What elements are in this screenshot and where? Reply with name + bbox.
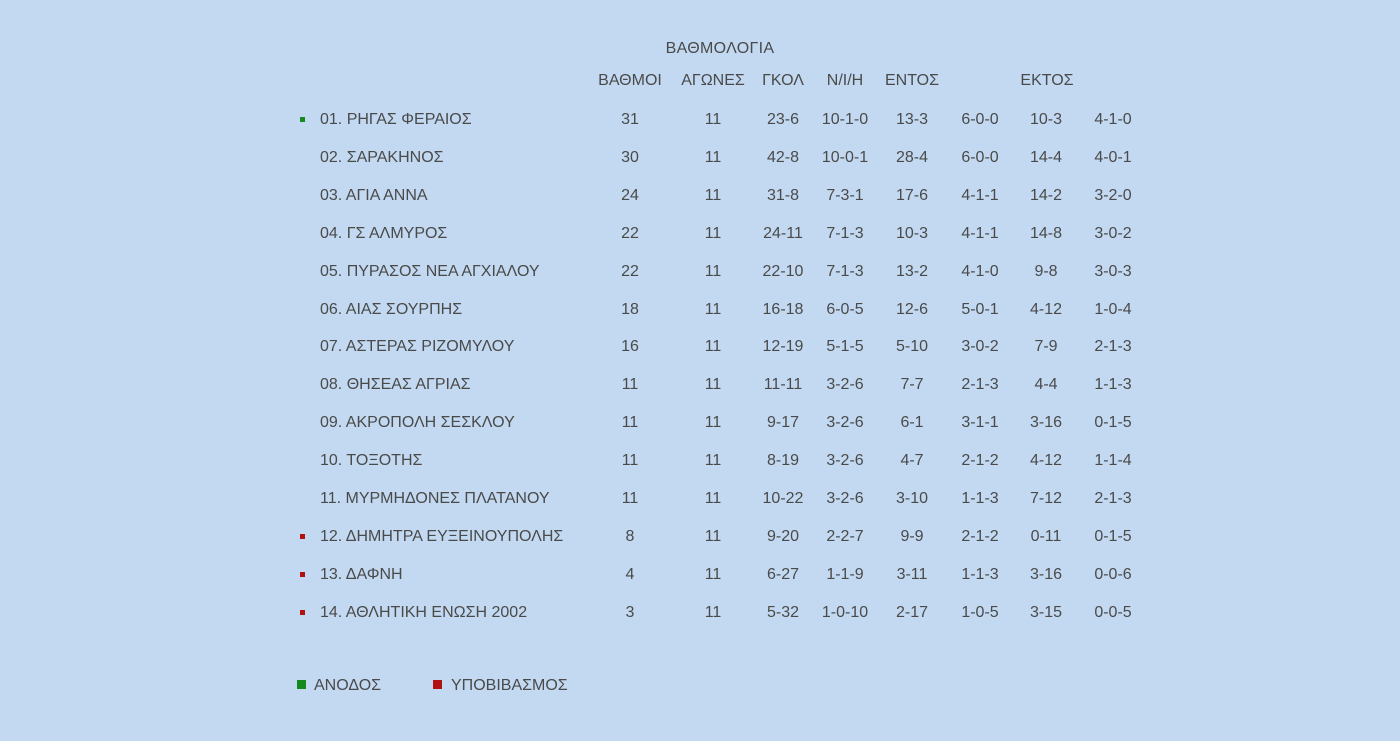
home-goals-cell: 3-10 [895, 490, 929, 507]
away-wdl-cell: 0-1-5 [1094, 414, 1132, 432]
table-row [0, 563, 1400, 587]
header-games: ΑΓΩΝΕΣ [681, 72, 745, 89]
away-goals-cell: 4-12 [1029, 300, 1063, 318]
goals-cell: 31-8 [766, 186, 800, 204]
games-cell: 11 [704, 490, 722, 507]
games-cell: 11 [704, 224, 722, 242]
away-wdl-cell: 2-1-3 [1094, 490, 1132, 507]
goals-cell: 9-17 [766, 414, 800, 432]
goals-cell: 22-10 [762, 262, 804, 280]
wdl-cell: 3-2-6 [826, 452, 864, 470]
goals-cell: 5-32 [766, 603, 800, 621]
team-name-cell: 04. ΓΣ ΑΛΜΥΡΟΣ [320, 224, 448, 242]
home-wdl-cell: 5-0-1 [961, 300, 999, 318]
away-goals-cell: 7-12 [1029, 490, 1063, 507]
away-wdl-cell: 1-1-4 [1094, 452, 1132, 470]
relegation-marker [300, 610, 305, 615]
wdl-cell: 10-1-0 [821, 111, 869, 128]
home-goals-cell: 7-7 [900, 376, 924, 394]
legend-relegation-marker [433, 680, 442, 689]
team-name-cell: 13. ΔΑΦΝΗ [320, 565, 403, 583]
promotion-marker [300, 117, 305, 122]
away-goals-cell: 0-11 [1030, 527, 1062, 545]
points-cell: 22 [621, 262, 639, 280]
away-goals-cell: 10-3 [1029, 111, 1063, 128]
team-name-cell: 08. ΘΗΣΕΑΣ ΑΓΡΙΑΣ [320, 376, 471, 394]
home-goals-cell: 13-2 [895, 262, 929, 280]
team-name-cell: 02. ΣΑΡΑΚΗΝΟΣ [320, 148, 444, 166]
points-cell: 4 [625, 565, 635, 583]
home-wdl-cell: 3-1-1 [961, 414, 999, 432]
points-cell: 11 [621, 452, 639, 470]
home-wdl-cell: 2-1-2 [961, 527, 999, 545]
table-row [0, 335, 1400, 359]
home-goals-cell: 2-17 [895, 603, 929, 621]
team-name-cell: 03. ΑΓΙΑ ΑΝΝΑ [320, 186, 428, 204]
wdl-cell: 3-2-6 [826, 414, 864, 432]
home-wdl-cell: 1-1-3 [961, 565, 999, 583]
points-cell: 22 [621, 224, 639, 242]
away-wdl-cell: 3-2-0 [1094, 186, 1132, 204]
games-cell: 11 [704, 111, 722, 128]
points-cell: 3 [625, 603, 635, 621]
away-goals-cell: 3-16 [1029, 565, 1063, 583]
goals-cell: 10-22 [762, 490, 804, 507]
away-wdl-cell: 3-0-2 [1094, 224, 1132, 242]
away-goals-cell: 4-12 [1029, 452, 1063, 470]
home-goals-cell: 17-6 [895, 186, 929, 204]
goals-cell: 42-8 [766, 148, 800, 166]
legend-promotion-label: ΑΝΟΔΟΣ [314, 677, 382, 694]
points-cell: 16 [621, 338, 639, 356]
games-cell: 11 [704, 565, 722, 583]
header-away: ΕΚΤΟΣ [1020, 72, 1074, 89]
wdl-cell: 1-1-9 [826, 565, 864, 583]
team-name-cell: 01. ΡΗΓΑΣ ΦΕΡΑΙΟΣ [320, 111, 472, 128]
points-cell: 8 [625, 527, 635, 545]
legend-relegation-label: ΥΠΟΒΙΒΑΣΜΟΣ [451, 677, 568, 694]
home-wdl-cell: 4-1-0 [961, 262, 999, 280]
team-name-cell: 11. ΜΥΡΜΗΔΟΝΕΣ ΠΛΑΤΑΝΟΥ [320, 490, 550, 507]
home-wdl-cell: 4-1-1 [961, 224, 999, 242]
games-cell: 11 [704, 414, 722, 432]
away-wdl-cell: 0-0-6 [1094, 565, 1132, 583]
table-row [0, 449, 1400, 473]
team-name-cell: 06. ΑΙΑΣ ΣΟΥΡΠΗΣ [320, 300, 463, 318]
table-row [0, 487, 1400, 511]
games-cell: 11 [704, 376, 722, 394]
home-wdl-cell: 2-1-2 [961, 452, 999, 470]
away-wdl-cell: 4-1-0 [1094, 111, 1132, 128]
wdl-cell: 6-0-5 [826, 300, 864, 318]
home-goals-cell: 10-3 [895, 224, 929, 242]
away-goals-cell: 3-16 [1029, 414, 1063, 432]
table-row [0, 601, 1400, 625]
table-row [0, 411, 1400, 435]
wdl-cell: 1-0-10 [821, 603, 869, 621]
home-wdl-cell: 6-0-0 [961, 111, 999, 128]
points-cell: 24 [621, 186, 639, 204]
team-name-cell: 05. ΠΥΡΑΣΟΣ ΝΕΑ ΑΓΧΙΑΛΟΥ [320, 262, 540, 280]
away-goals-cell: 9-8 [1034, 262, 1058, 280]
header-goals: ΓΚΟΛ [762, 72, 804, 89]
home-goals-cell: 12-6 [895, 300, 929, 318]
header-wdl: Ν/Ι/Η [826, 72, 864, 89]
home-goals-cell: 3-11 [896, 565, 928, 583]
wdl-cell: 2-2-7 [826, 527, 864, 545]
away-wdl-cell: 1-0-4 [1094, 300, 1132, 318]
games-cell: 11 [704, 300, 722, 318]
relegation-marker [300, 534, 305, 539]
table-row [0, 184, 1400, 208]
away-goals-cell: 7-9 [1034, 338, 1058, 356]
team-name-cell: 07. ΑΣΤΕΡΑΣ ΡΙΖΟΜΥΛΟΥ [320, 338, 515, 356]
points-cell: 31 [621, 111, 639, 128]
header-home: ΕΝΤΟΣ [884, 72, 940, 89]
goals-cell: 9-20 [766, 527, 800, 545]
home-wdl-cell: 1-1-3 [961, 490, 999, 507]
away-wdl-cell: 0-1-5 [1094, 527, 1132, 545]
table-row [0, 373, 1400, 397]
away-goals-cell: 4-4 [1034, 376, 1058, 394]
goals-cell: 16-18 [762, 300, 804, 318]
games-cell: 11 [704, 452, 722, 470]
away-wdl-cell: 4-0-1 [1094, 148, 1132, 166]
home-goals-cell: 13-3 [895, 111, 929, 128]
table-row [0, 260, 1400, 284]
goals-cell: 23-6 [766, 111, 800, 128]
points-cell: 11 [621, 414, 639, 432]
home-goals-cell: 6-1 [900, 414, 924, 432]
games-cell: 11 [704, 262, 722, 280]
standings-title: ΒΑΘΜΟΛΟΓΙΑ [665, 40, 775, 57]
goals-cell: 6-27 [766, 565, 800, 583]
wdl-cell: 7-1-3 [826, 224, 864, 242]
wdl-cell: 3-2-6 [826, 490, 864, 507]
away-goals-cell: 14-8 [1029, 224, 1063, 242]
home-wdl-cell: 2-1-3 [961, 376, 999, 394]
goals-cell: 12-19 [762, 338, 804, 356]
home-goals-cell: 28-4 [895, 148, 929, 166]
home-goals-cell: 9-9 [900, 527, 924, 545]
points-cell: 11 [621, 376, 639, 394]
away-wdl-cell: 1-1-3 [1094, 376, 1132, 394]
home-goals-cell: 4-7 [900, 452, 924, 470]
games-cell: 11 [704, 186, 722, 204]
wdl-cell: 10-0-1 [821, 148, 869, 166]
wdl-cell: 3-2-6 [826, 376, 864, 394]
team-name-cell: 12. ΔΗΜΗΤΡΑ ΕΥΞΕΙΝΟΥΠΟΛΗΣ [320, 527, 564, 545]
goals-cell: 11-11 [763, 376, 803, 394]
wdl-cell: 5-1-5 [826, 338, 864, 356]
points-cell: 18 [621, 300, 639, 318]
away-wdl-cell: 3-0-3 [1094, 262, 1132, 280]
home-wdl-cell: 6-0-0 [961, 148, 999, 166]
team-name-cell: 10. ΤΟΞΟΤΗΣ [320, 452, 423, 470]
team-name-cell: 09. ΑΚΡΟΠΟΛΗ ΣΕΣΚΛΟΥ [320, 414, 515, 432]
wdl-cell: 7-1-3 [826, 262, 864, 280]
wdl-cell: 7-3-1 [826, 186, 864, 204]
table-row [0, 108, 1400, 132]
header-points: ΒΑΘΜΟΙ [598, 72, 662, 89]
table-row [0, 298, 1400, 322]
away-goals-cell: 14-2 [1029, 186, 1063, 204]
home-wdl-cell: 3-0-2 [961, 338, 999, 356]
away-wdl-cell: 2-1-3 [1094, 338, 1132, 356]
home-wdl-cell: 4-1-1 [961, 186, 999, 204]
games-cell: 11 [704, 603, 722, 621]
goals-cell: 24-11 [763, 224, 803, 242]
away-goals-cell: 14-4 [1029, 148, 1063, 166]
goals-cell: 8-19 [766, 452, 800, 470]
legend-promotion-marker [297, 680, 306, 689]
relegation-marker [300, 572, 305, 577]
points-cell: 11 [621, 490, 639, 507]
games-cell: 11 [704, 148, 722, 166]
table-row [0, 525, 1400, 549]
table-row [0, 222, 1400, 246]
away-wdl-cell: 0-0-5 [1094, 603, 1132, 621]
table-row [0, 146, 1400, 170]
games-cell: 11 [704, 338, 722, 356]
points-cell: 30 [621, 148, 639, 166]
team-name-cell: 14. ΑΘΛΗΤΙΚΗ ΕΝΩΣΗ 2002 [320, 603, 528, 621]
home-wdl-cell: 1-0-5 [961, 603, 999, 621]
games-cell: 11 [704, 527, 722, 545]
home-goals-cell: 5-10 [895, 338, 929, 356]
away-goals-cell: 3-15 [1029, 603, 1063, 621]
